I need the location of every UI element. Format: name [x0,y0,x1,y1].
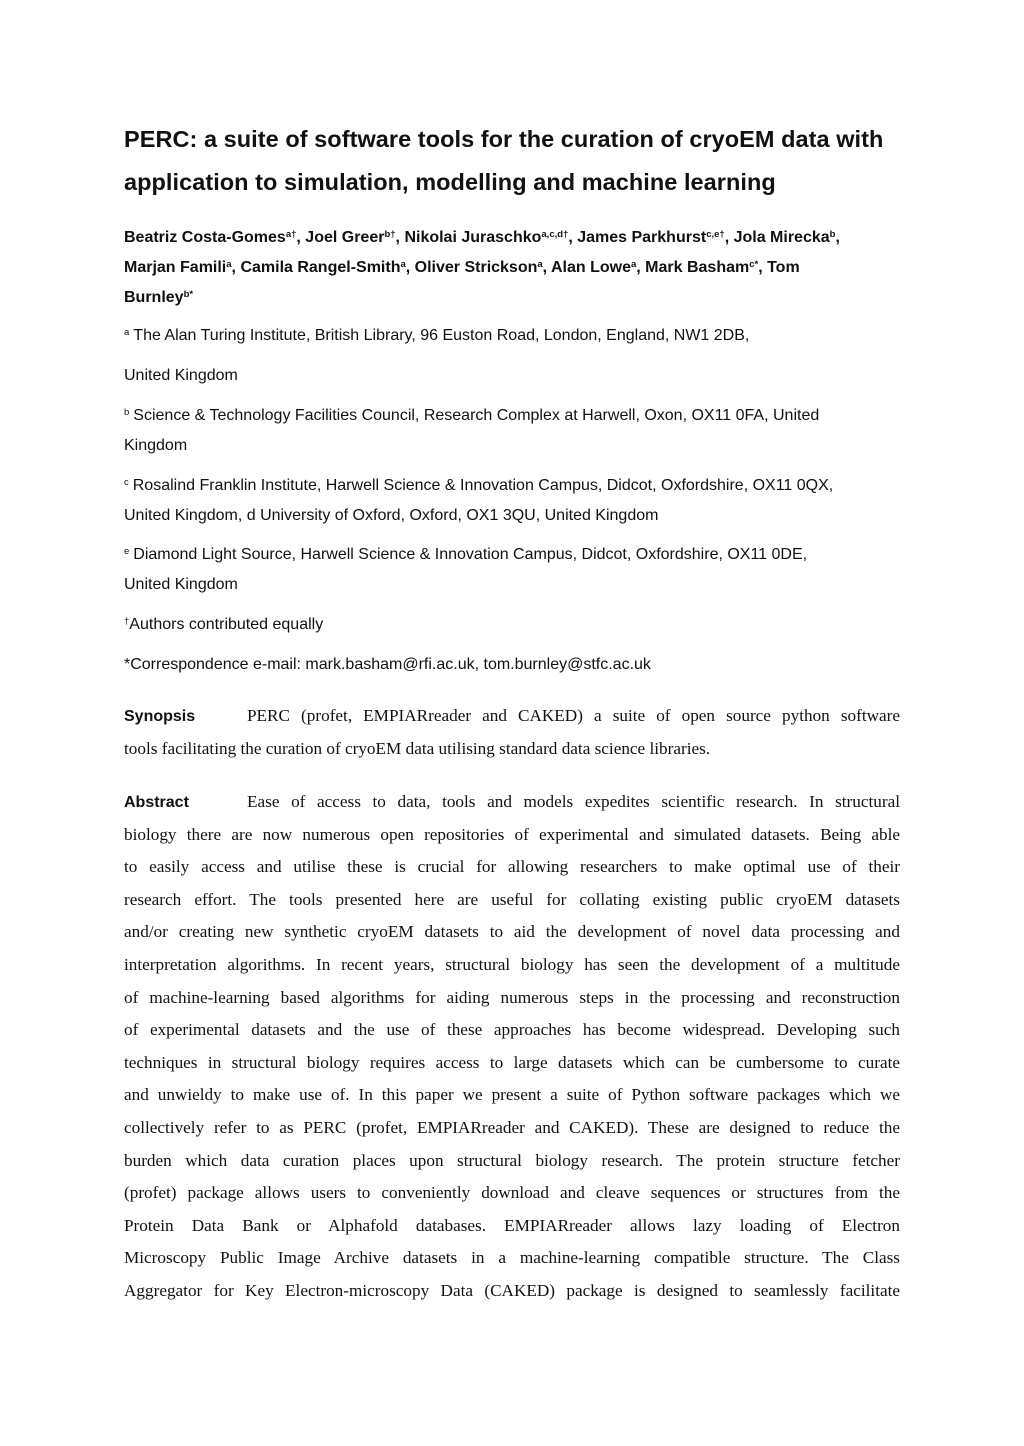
author-name: Beatriz Costa-Gomes [124,229,286,246]
author-affiliation-mark: c,e† [706,229,725,240]
author-name: Jola Mirecka [733,229,830,246]
author-separator: , [542,259,551,276]
affiliation-mark: a [124,327,130,338]
author-affiliation-mark: a [226,259,232,270]
equal-contribution-text: Authors contributed equally [129,616,324,633]
abstract-line: burden which data curation places upon structural biology research. The protein structure fetcher [124,1150,900,1170]
author-name: Marjan Famili [124,259,227,276]
author-affiliation-mark: b† [384,229,396,240]
author-separator: , [296,229,306,246]
affiliation-text: Kingdom [124,436,188,454]
author-affiliation-mark: a,c,d† [541,229,569,240]
abstract-line: of machine-learning based algorithms for aiding numerous steps in the processing and reconstruction [124,987,900,1007]
author-name: James Parkhurst [577,229,707,246]
author-separator: , [835,229,840,246]
affiliation-a-cont [124,361,914,391]
affiliation-text: Diamond Light Source, Harwell Science & Innovation Campus, Didcot, Oxfordshire, OX11 0DE, [133,546,808,563]
abstract-line: to easily access and utilise these is crucial for allowing researchers to make optimal use of their [124,857,900,877]
author-affiliation-mark: a† [285,229,297,240]
affiliation-text: Rosalind Franklin Institute, Harwell Science & Innovation Campus, Didcot, Oxfordshire, OX11 0QX, [132,477,834,494]
author-separator: , [231,259,241,276]
author-name: Camila Rangel-Smith [240,259,401,276]
synopsis-section [124,700,900,765]
affiliation-b [124,401,914,460]
abstract-line: techniques in structural biology requires access to large datasets which can be cumbersome to curate [124,1052,900,1072]
author-affiliation-mark: c* [749,259,759,270]
equal-contribution-note [124,610,914,640]
author-separator: , [636,259,646,276]
author-name: Oliver Strickson [414,259,538,276]
synopsis-label: Synopsis [124,708,196,725]
abstract-line: and/or creating new synthetic cryoEM datasets to aid the development of novel data processing and [124,922,900,942]
title-line-2: application to simulation, modelling and machine learning [124,169,776,195]
author-name: Joel Greer [305,229,385,246]
dagger-mark: † [124,616,130,627]
abstract-line: biology there are now numerous open repositories of experimental and simulated datasets. Being able [124,824,900,844]
author-separator: , [395,229,405,246]
abstract-line: (profet) package allows users to conveniently download and cleave sequences or structures from the [124,1183,900,1203]
correspondence-text: *Correspondence e-mail: mark.basham@rfi.ac.uk, tom.burnley@stfc.ac.uk [124,656,651,673]
synopsis-line: PERC (profet, EMPIARreader and CAKED) a suite of open source python software [247,706,900,725]
author-name: Mark Basham [645,259,750,276]
affiliation-text: Science & Technology Facilities Council, Research Complex at Harwell, Oxon, OX11 0FA, United [133,407,820,424]
author-separator: , [568,229,578,246]
author-list: Beatriz Costa-Gomes$^{a\dagger}$, Joel Greer$^{b\dagger}$, Nikolai Juraschko$^{a,c,d\dagger}$, James Parkhurst$^{c,e\dagger}$, Jola Mirecka$^b$, Marjan Famili$^a$, Camila Rangel-Smith$^a$, Oliver Strickson$^a$, Alan Lowe$^a$, Mark Basham$^{c*}$, Tom Burnley$^{b*}$ [124,229,840,306]
abstract-line: interpretation algorithms. In recent years, structural biology has seen the development of a multitude [124,954,900,974]
title-line-1: PERC: a suite of software tools for the curation of cryoEM data with [124,126,884,152]
author-affiliation-mark: a [400,259,406,270]
author-separator: , [405,259,415,276]
author-affiliation-mark: b* [183,289,194,300]
abstract-section [124,786,900,1308]
affiliation-mark: c [124,477,129,488]
author-separator: , [758,259,768,276]
affiliation-mark: e [124,546,130,557]
affiliation-text: United Kingdom, d University of Oxford, Oxford, OX1 3QU, United Kingdom [124,506,659,524]
abstract-line: of experimental datasets and the use of these approaches has become widespread. Developing such [124,1020,900,1040]
abstract-line: research effort. The tools presented here are useful for collating existing public cryoEM datasets [124,889,900,909]
affiliation-mark: b [124,407,130,418]
affiliation-text: The Alan Turing Institute, British Library, 96 Euston Road, London, England, NW1 2DB, [133,327,750,344]
affiliation-text: United Kingdom [124,367,238,384]
author-affiliation-mark: b [829,229,836,240]
abstract-label: Abstract [124,794,189,811]
abstract-line: Protein Data Bank or Alphafold databases. EMPIARreader allows lazy loading of Electron [124,1215,900,1235]
affiliation-e [124,540,914,599]
affiliation-a [124,321,914,351]
paper-title [124,118,914,204]
abstract-line: and unwieldy to make use of. In this paper we present a suite of Python software packages which we [124,1085,900,1105]
abstract-line: Ease of access to data, tools and models expedites scientific research. In structural [247,792,900,811]
author-affiliation-mark: a [630,259,637,270]
synopsis-line: tools facilitating the curation of cryoEM data utilising standard data science libraries. [124,738,711,758]
author-separator: , [724,229,734,246]
author-affiliation-mark: a [537,259,543,270]
abstract-line: Aggregator for Key Electron-microscopy Data (CAKED) package is designed to seamlessly facilitate [124,1280,900,1300]
abstract-line: collectively refer to as PERC (profet, EMPIARreader and CAKED). These are designed to reduce the [124,1117,900,1137]
affiliation-c [124,471,914,530]
author-name: Alan Lowe [550,259,631,276]
affiliation-text: United Kingdom [124,575,238,593]
abstract-line: Microscopy Public Image Archive datasets in a machine-learning compatible structure. The Class [124,1248,900,1268]
author-name: Nikolai Juraschko [404,229,542,246]
correspondence [124,650,914,680]
